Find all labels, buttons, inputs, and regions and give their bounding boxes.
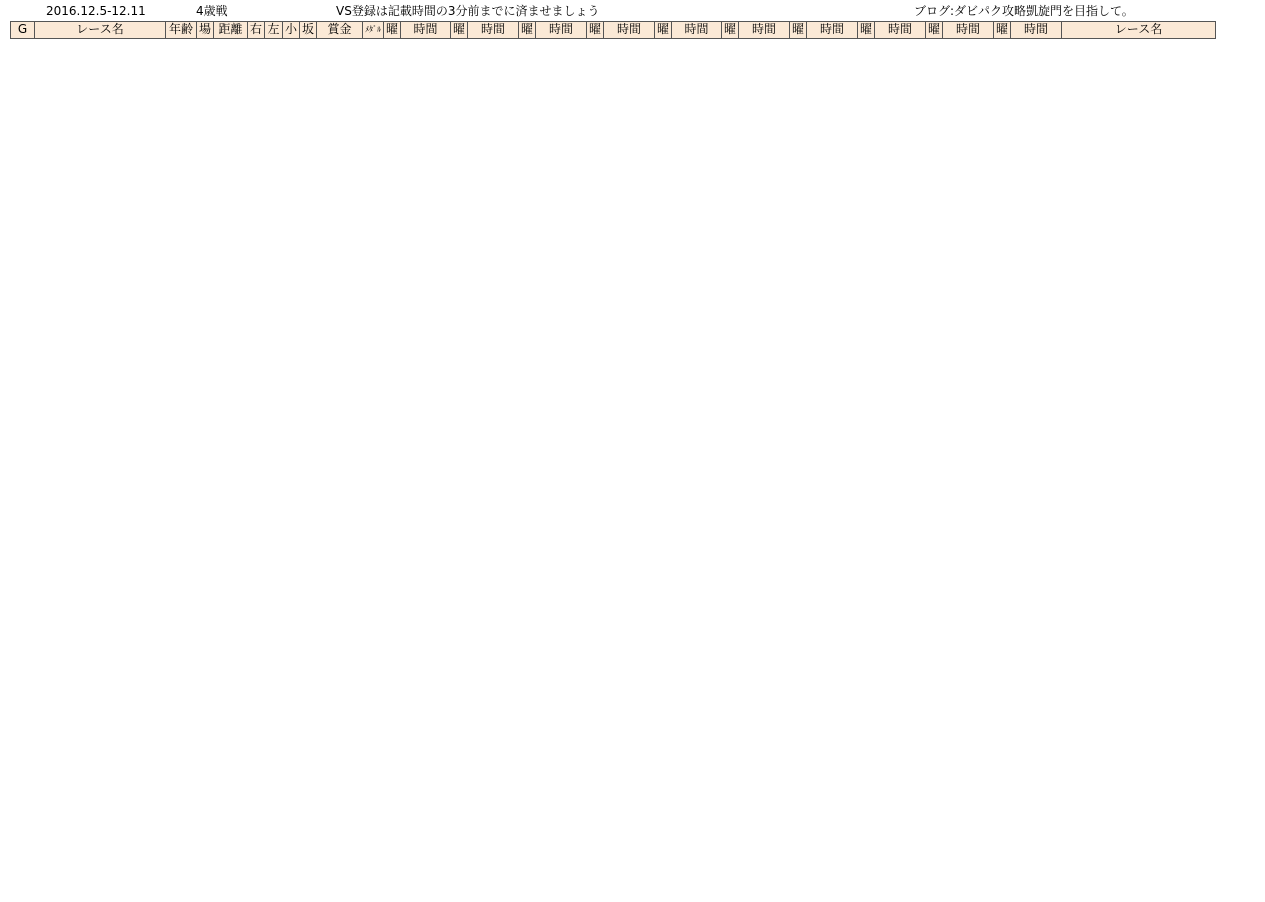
col-small: 小 [283,22,300,39]
col-time: 時間 [672,22,722,39]
col-day: 曜 [655,22,672,39]
notice-text: VS登録は記載時間の3分前までに済ませましょう [336,4,600,18]
col-day: 曜 [587,22,604,39]
col-right: 右 [248,22,265,39]
col-course: 場 [197,22,214,39]
race-schedule-table [10,21,1216,39]
col-slope: 坂 [300,22,317,39]
col-day: 曜 [858,22,875,39]
col-time: 時間 [739,22,790,39]
col-time: 時間 [468,22,519,39]
col-day: 曜 [384,22,401,39]
sheet-header [0,0,1265,21]
col-left: 左 [265,22,283,39]
col-time: 時間 [604,22,655,39]
col-age: 年齢 [166,22,197,39]
col-day: 曜 [722,22,739,39]
col-distance: 距離 [214,22,248,39]
period-text: 2016.12.5-12.11 [46,4,146,18]
col-time: 時間 [1011,22,1062,39]
col-day: 曜 [519,22,536,39]
col-day: 曜 [926,22,943,39]
col-day: 曜 [994,22,1011,39]
col-name: レース名 [35,22,166,39]
col-medal: ﾒﾀﾞﾙ [363,22,384,39]
col-name-right: レース名 [1062,22,1216,39]
header-row [11,22,1216,39]
col-day: 曜 [790,22,807,39]
col-time: 時間 [807,22,858,39]
col-day: 曜 [451,22,468,39]
col-grade: G [11,22,35,39]
col-time: 時間 [943,22,994,39]
age-class-text: 4歳戦 [196,4,228,18]
col-time: 時間 [401,22,451,39]
col-time: 時間 [536,22,587,39]
blog-text: ブログ:ダビパク攻略凱旋門を目指して。 [914,4,1134,18]
col-time: 時間 [875,22,926,39]
col-prize: 賞金 [317,22,363,39]
